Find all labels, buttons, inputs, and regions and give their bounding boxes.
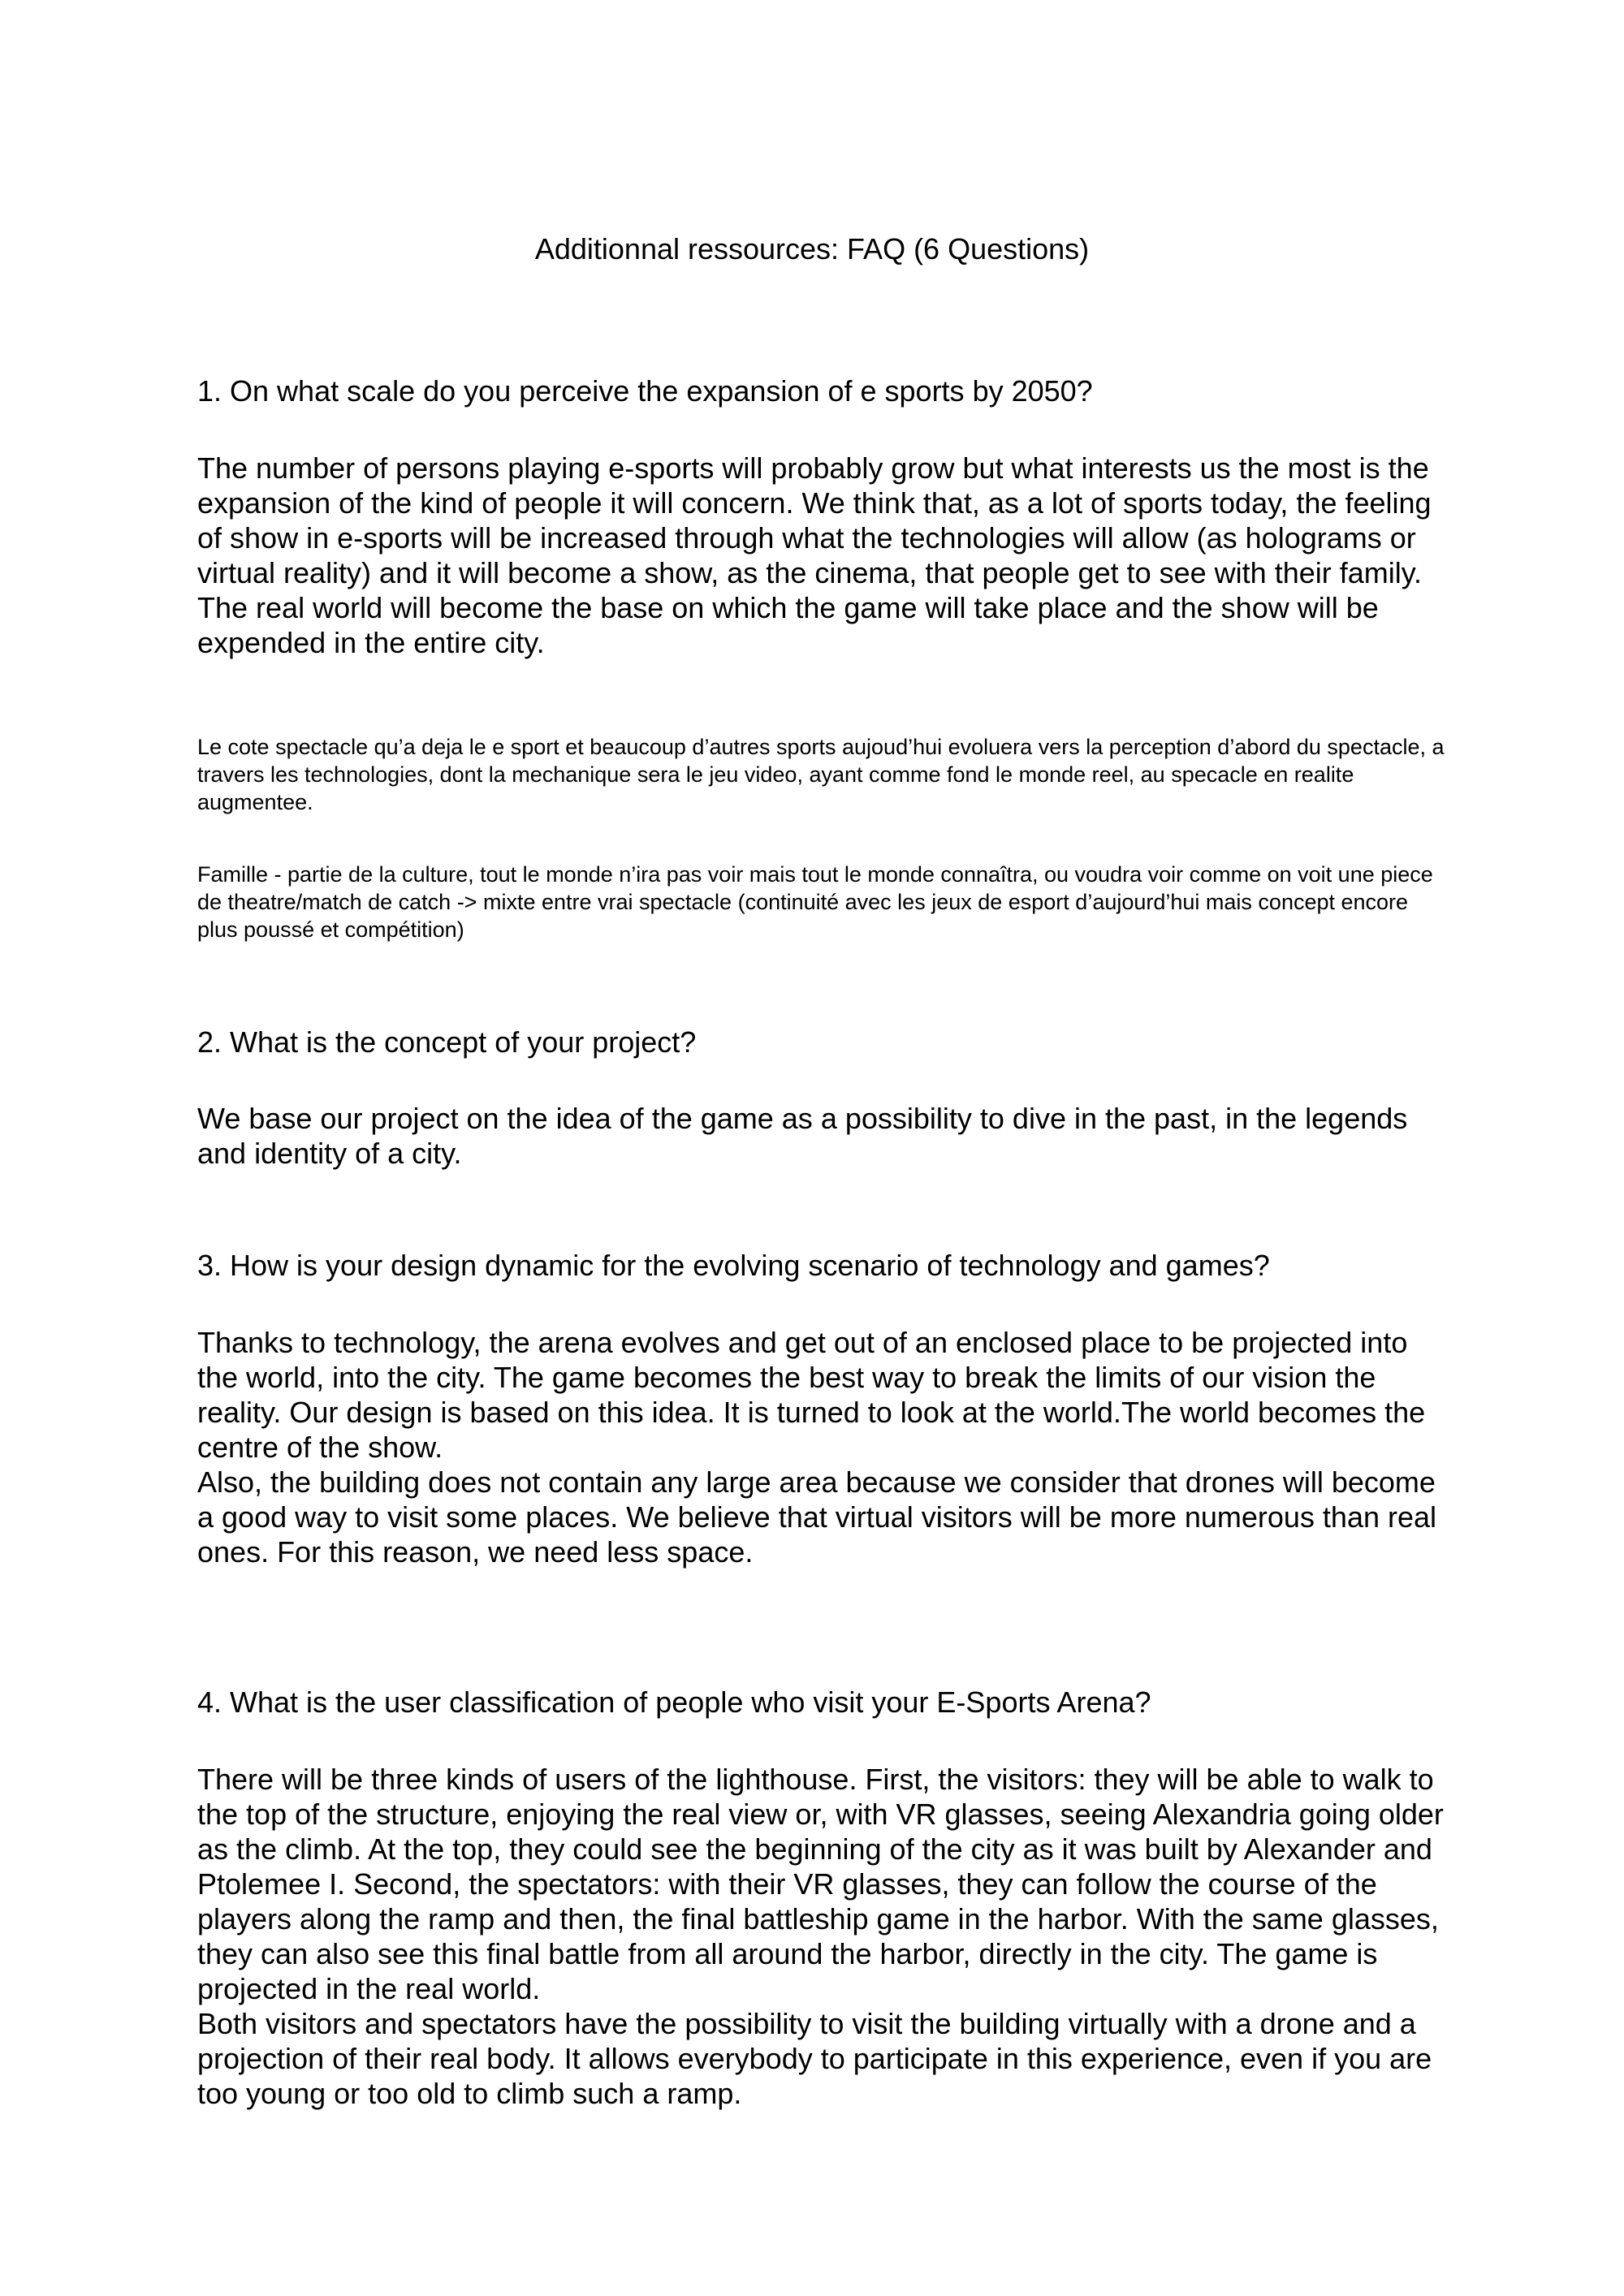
faq-question-4 [197,1684,1448,1721]
faq-answer-4 [197,1762,1448,2111]
faq-note-2 [197,861,1448,943]
faq-question-1 [197,373,1448,410]
document-title: Additionnal ressources: FAQ (6 Questions) [534,232,1090,265]
question-2-text: 2. What is the concept of your project? [197,1025,697,1059]
faq-answer-3 [197,1325,1448,1569]
faq-question-2 [197,1024,1448,1061]
faq-answer-2 [197,1101,1448,1171]
answer-3-paragraph-1: Thanks to technology, the arena evolves and get out of an enclosed place to be projected into the world, into the city. The game becomes the best way to break the limits of our vision the reality. Our design is based on this idea. It is turned to look at the world.The world becomes the centre of the show. [197,1326,1426,1464]
faq-note-1 [197,733,1448,816]
answer-4-paragraph-1: There will be three kinds of users of the lighthouse. First, the visitors: they will be able to walk to the top of the structure, enjoying the real view or, with VR glasses, seeing Alexandria going older as the climb. At the top, they could see the beginning of the city as it was built by Alexander and Ptolemee I. Second, the spectators: with their VR glasses, they can follow the course of the players along the ramp and then, the final battleship game in the harbor. With the same glasses, they can also see this final battle from all around the harbor, directly in the city. The game is projected in the real world. [197,1763,1444,2005]
faq-answer-1 [197,451,1448,660]
answer-2-paragraph-1: We base our project on the idea of the game as a possibility to dive in the past, in the legends and identity of a city. [197,1102,1408,1170]
faq-question-3 [197,1247,1448,1284]
answer-3-paragraph-2: Also, the building does not contain any large area because we consider that drones will become a good way to visit some places. We believe that virtual visitors will be more numerous than real ones. For this reason, we need less space. [197,1465,1437,1569]
note-1-paragraph-2: Famille - partie de la culture, tout le monde n’ira pas voir mais tout le monde connaîtra, ou voudra voir comme on voit une piece de theatre/match de catch -> mixte entre vrai spectacle (continuité avec les jeux de esport d’aujourd’hui mais concept encore plus poussé et compétition) [197,862,1433,942]
question-4-text: 4. What is the user classification of people who visit your E-Sports Arena? [197,1685,1151,1719]
question-3-text: 3. How is your design dynamic for the evolving scenario of technology and games? [197,1249,1270,1282]
answer-1-paragraph-1: The number of persons playing e-sports will probably grow but what interests us the most is the expansion of the kind of people it will concern. We think that, as a lot of sports today, the feeling of show in e-sports will be increased through what the technologies will allow (as holograms or virtual reality) and it will become a show, as the cinema, that people get to see with their family. The real world will become the base on which the game will take place and the show will be expended in the entire city. [197,451,1432,659]
note-1-paragraph-1: Le cote spectacle qu’a deja le e sport et beaucoup d’autres sports aujoud’hui evoluera vers la perception d’abord du spectacle, a travers les technologies, dont la mechanique sera le jeu video, ayant comme fond le monde reel, au specacle en realite augmentee. [197,735,1445,814]
answer-4-paragraph-2: Both visitors and spectators have the possibility to visit the building virtually with a drone and a projection of their real body. It allows everybody to participate in this experience, even if you are too young or too old to climb such a ramp. [197,2007,1432,2110]
question-1-text: 1. On what scale do you perceive the expansion of e sports by 2050? [197,374,1093,408]
